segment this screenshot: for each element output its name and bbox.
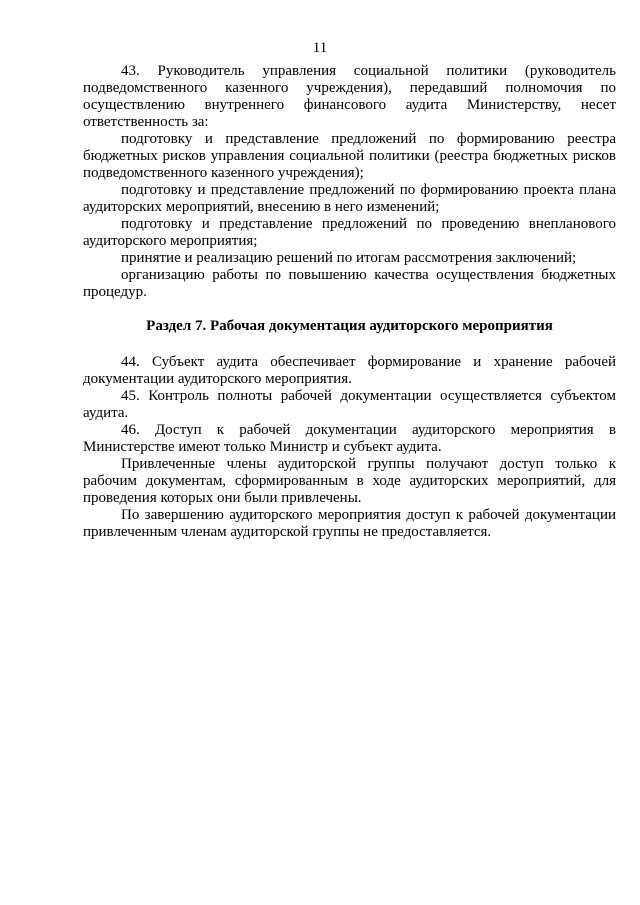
list-item-decisions: принятие и реализацию решений по итогам рассмотрения заключений;	[121, 250, 577, 266]
list-item-quality-improvement: организацию работы по повышению качества осуществления бюджетных процедур.	[83, 267, 616, 300]
section-heading: Раздел 7. Рабочая документация аудиторского мероприятия	[146, 318, 553, 334]
spacer	[83, 335, 616, 354]
document-body	[83, 63, 616, 541]
paragraph-access-members: Привлеченные члены аудиторской группы получают доступ только к рабочим документам, сформированным в ходе аудиторских мероприятий, для проведения которых они были привлечены.	[83, 456, 616, 506]
paragraph-access-end: По завершению аудиторского мероприятия доступ к рабочей документации привлеченным членам аудиторской группы не предоставляется.	[83, 507, 616, 540]
paragraph-43: 43. Руководитель управления социальной политики (руководитель подведомственного казенного учреждения), передавший полномочия по осуществлению внутреннего финансового аудита Министерству, несет ответственность за:	[83, 63, 616, 130]
paragraph-46: 46. Доступ к рабочей документации аудиторского мероприятия в Министерстве имеют только Министр и субъект аудита.	[83, 422, 616, 455]
page-number: 11	[312, 40, 328, 56]
spacer	[83, 301, 616, 318]
paragraph-44: 44. Субъект аудита обеспечивает формирование и хранение рабочей документации аудиторского мероприятия.	[83, 354, 616, 387]
list-item-audit-plan: подготовку и представление предложений по формированию проекта плана аудиторских мероприятий, внесению в него изменений;	[83, 182, 616, 215]
list-item-risk-registry: подготовку и представление предложений по формированию реестра бюджетных рисков управления социальной политики (реестра бюджетных рисков подведомственного казенного учреждения);	[83, 131, 616, 181]
list-item-unplanned-audit: подготовку и представление предложений по проведению внепланового аудиторского мероприятия;	[83, 216, 616, 249]
paragraph-45: 45. Контроль полноты рабочей документации осуществляется субъектом аудита.	[83, 388, 616, 421]
